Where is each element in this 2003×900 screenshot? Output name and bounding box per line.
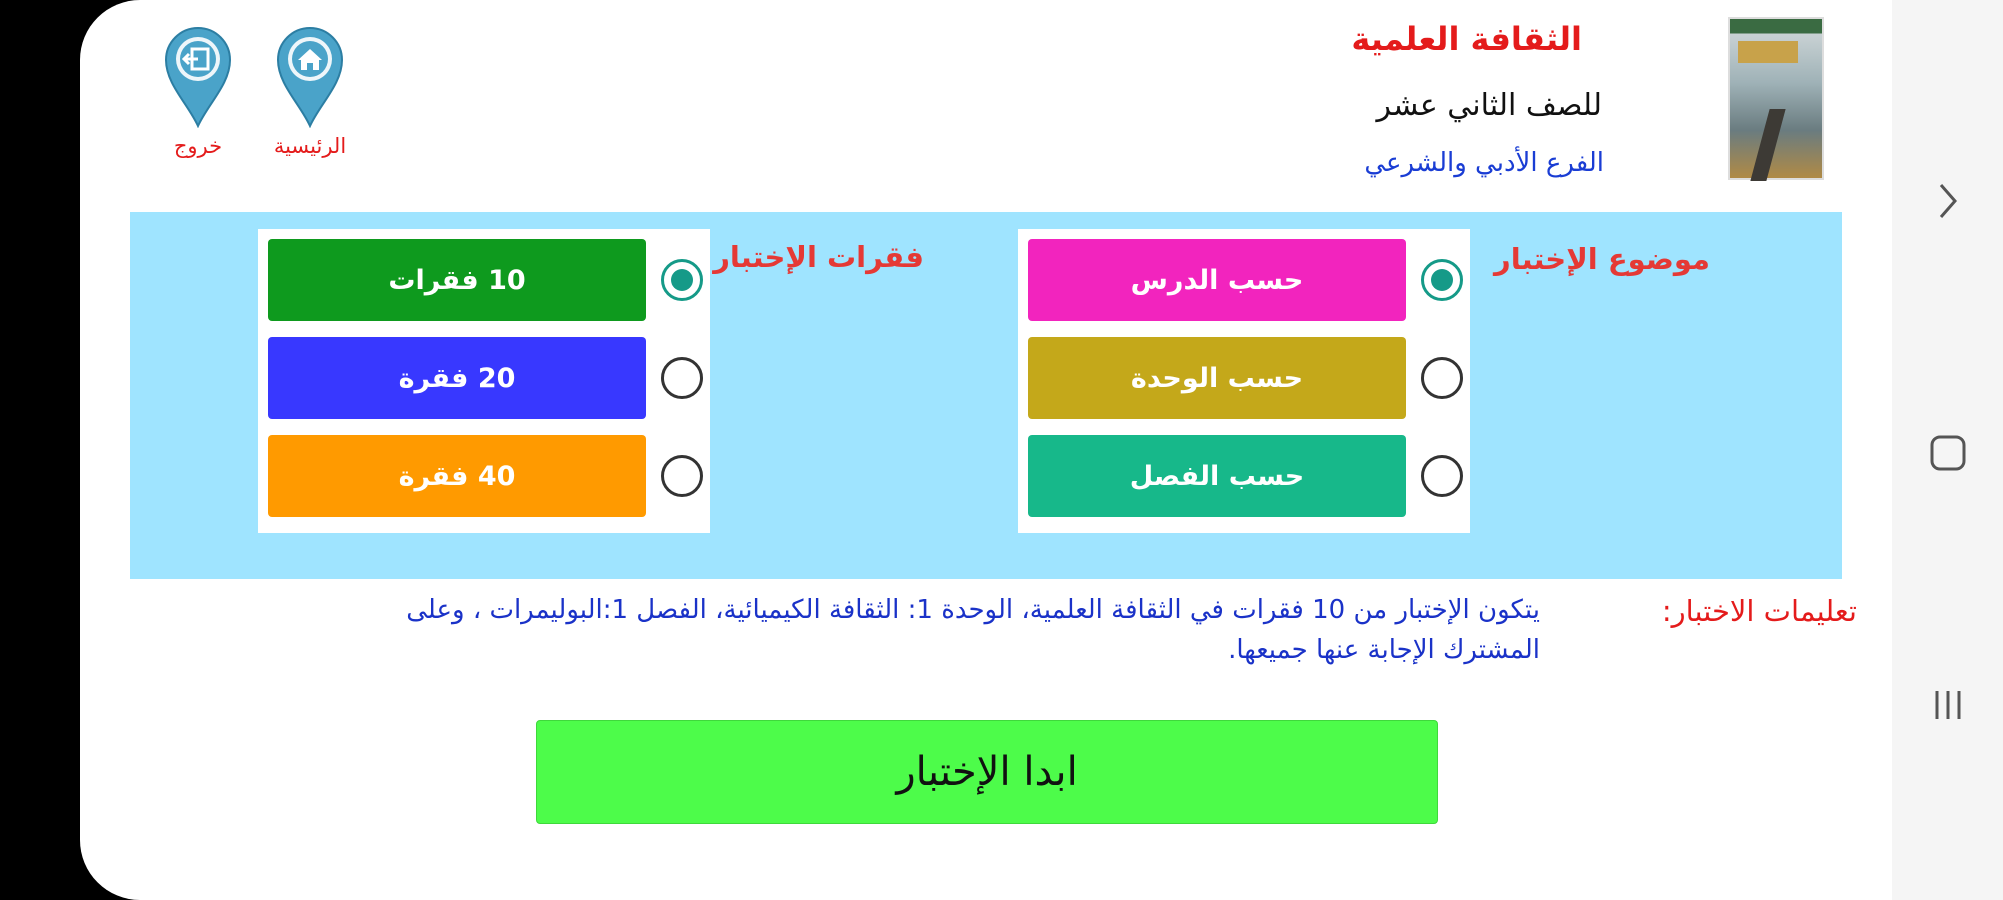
exit-label: خروج	[173, 134, 223, 158]
square-home-icon	[1928, 433, 1968, 473]
branch-label: الفرع الأدبي والشرعي	[1364, 148, 1604, 178]
count-radio-20[interactable]	[661, 357, 703, 399]
topic-radio-chapter[interactable]	[1421, 455, 1463, 497]
nav-forward-button[interactable]	[1892, 176, 2003, 226]
count-radio-40[interactable]	[661, 455, 703, 497]
exit-icon	[162, 24, 234, 128]
nav-recents-button[interactable]	[1892, 680, 2003, 730]
count-option-40[interactable]: 40 فقرة	[268, 435, 646, 517]
count-radio-10[interactable]	[661, 259, 703, 301]
cover-title-band	[1738, 41, 1798, 63]
home-label: الرئيسية	[273, 134, 347, 158]
topic-options-box	[1018, 229, 1470, 533]
book-title: الثقافة العلمية	[1351, 20, 1582, 58]
home-button[interactable]	[274, 24, 346, 158]
cover-road-graphic	[1750, 109, 1785, 181]
topic-option-unit[interactable]: حسب الوحدة	[1028, 337, 1406, 419]
instructions-text: يتكون الإختبار من 10 فقرات في الثقافة العلمية، الوحدة 1: الثقافة الكيميائية، الفصل 1:البوليمرات ، وعلى المشترك الإجابة عنها جميعها.	[406, 595, 1540, 665]
recents-icon	[1928, 685, 1968, 725]
count-section-label: فقرات الإختبار	[713, 240, 924, 274]
nav-home-button[interactable]	[1892, 428, 2003, 478]
chevron-right-icon	[1935, 181, 1961, 221]
topic-radio-lesson[interactable]	[1421, 259, 1463, 301]
start-quiz-button[interactable]: ابدا الإختبار	[536, 720, 1438, 824]
grade-label: للصف الثاني عشر	[1376, 88, 1602, 123]
book-cover-image	[1728, 17, 1824, 180]
topic-radio-unit[interactable]	[1421, 357, 1463, 399]
count-option-10[interactable]: 10 فقرات	[268, 239, 646, 321]
instructions-label: تعليمات الاختبار:	[1661, 594, 1857, 628]
count-options-box	[258, 229, 710, 533]
topic-option-lesson[interactable]: حسب الدرس	[1028, 239, 1406, 321]
system-navigation-bar	[1892, 0, 2003, 900]
exit-button[interactable]	[162, 24, 234, 158]
home-icon	[274, 24, 346, 128]
quiz-settings-screen	[80, 0, 1892, 900]
count-option-20[interactable]: 20 فقرة	[268, 337, 646, 419]
topic-section-label: موضوع الإختبار	[1494, 242, 1710, 276]
topic-option-chapter[interactable]: حسب الفصل	[1028, 435, 1406, 517]
options-panel	[130, 212, 1842, 579]
